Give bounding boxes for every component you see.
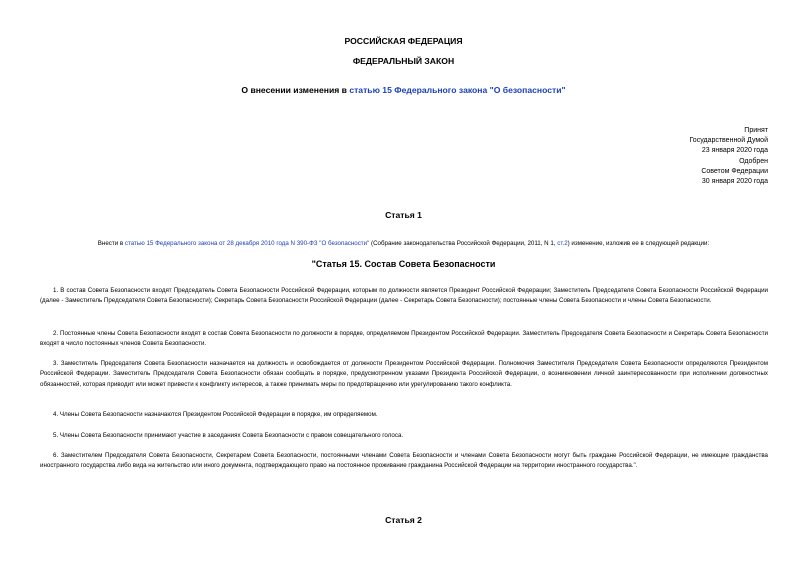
acceptance-line: 23 января 2020 года (701, 147, 768, 155)
country-heading: РОССИЙСКАЯ ФЕДЕРАЦИЯ (344, 36, 463, 46)
acceptance-line: Государственной Думой (689, 137, 768, 145)
article-15-heading: "Статья 15. Состав Совета Безопасности (311, 259, 496, 269)
acceptance-line: Принят (744, 127, 768, 134)
source-reference-link[interactable]: ст.2 (557, 240, 568, 247)
law-title-prefix: О внесении изменения в (241, 85, 350, 95)
article-2-heading: Статья 2 (385, 515, 422, 525)
acceptance-line: Одобрен (739, 157, 768, 165)
acceptance-line: 30 января 2020 года (701, 178, 768, 186)
paragraph: 1. В состав Совета Безопасности входят Председатель Совета Безопасности Российской Федерации, которым по должности является Президент Российской Федерации; Заместитель Председателя Совета Безопасности Российской Федерации (далее - Заместитель Председателя Совета Безопасности); Секретарь Совета Безопасности Российской Федерации (далее - Секретарь Совета Безопасности); постоянные члены Совета Безопасности и члены Совета Безопасности. (40, 287, 768, 305)
intro-middle: (Собрание законодательства Российской Федерации, 2011, N 1, (369, 240, 558, 247)
paragraph: 6. Заместителем Председателя Совета Безопасности, Секретарем Совета Безопасности, постоянными членами Совета Безопасности и членами Совета Безопасности могут быть граждане Российской Федерации, не имеющие гражданства иностранного государства либо вида на жительство или иного документа, подтверждающего право на постоянное проживание гражданина Российской Федерации на территории иностранного государства.". (40, 452, 768, 470)
law-reference-link[interactable]: статью 15 Федерального закона от 28 декабря 2010 года N 390-ФЗ "О безопасности" (124, 240, 370, 247)
intro-suffix: ) изменение, изложив ее в следующей редакции: (567, 240, 710, 247)
intro-prefix: Внести в (97, 240, 125, 247)
article-1-intro (40, 239, 767, 248)
paragraph: 4. Члены Совета Безопасности назначаются Президентом Российской Федерации в порядке, им определяемом. (53, 411, 378, 418)
paragraph: 5. Члены Совета Безопасности принимают участие в заседаниях Совета Безопасности с правом совещательного голоса. (53, 432, 404, 439)
law-title-link[interactable]: статью 15 Федерального закона "О безопасности" (349, 85, 566, 95)
acceptance-line: Советом Федерации (701, 167, 768, 175)
law-title (0, 85, 807, 95)
acceptance-block (689, 126, 768, 187)
law-type-heading: ФЕДЕРАЛЬНЫЙ ЗАКОН (352, 56, 455, 66)
paragraph: 2. Постоянные члены Совета Безопасности входят в состав Совета Безопасности по должности в порядке, определяемом Президентом Российской Федерации. Заместитель Председателя Совета Безопасности и Секретарь Совета Безопасности входят в число постоянных членов Совета Безопасности. (40, 330, 768, 348)
paragraph: 3. Заместитель Председателя Совета Безопасности назначается на должность и освобождается от должности Президентом Российской Федерации. Полномочия Заместителя Председателя Совета Безопасности определяются Президентом Российской Федерации. Заместитель Председателя Совета Безопасности обязан сообщать в порядке, предусмотренном указами Президента Российской Федерации, о возникновении личной заинтересованности при исполнении должностных обязанностей, которая приводит или может привести к конфликту интересов, а также принимать меры по предотвращению или урегулированию такого конфликта. (40, 360, 768, 388)
article-1-heading: Статья 1 (385, 210, 422, 220)
